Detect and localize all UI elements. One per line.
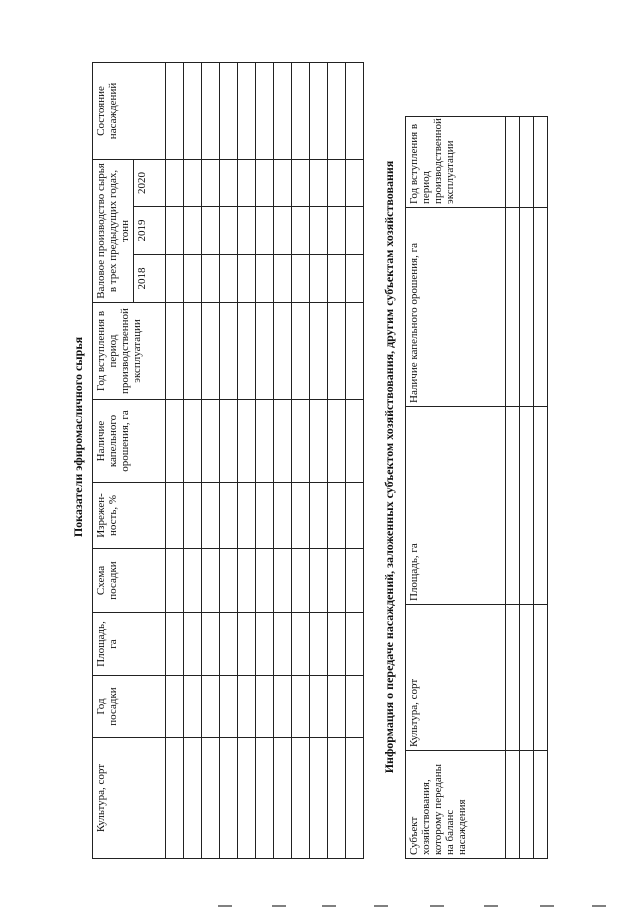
table1-row <box>274 62 292 858</box>
table1-cell <box>292 303 310 400</box>
table1-cell <box>256 483 274 549</box>
table1-cell <box>238 62 256 159</box>
table1-cell <box>328 549 346 613</box>
table1-row <box>256 62 274 858</box>
table1-cell <box>274 676 292 738</box>
table1-cell <box>274 613 292 676</box>
table1-cell <box>202 255 220 303</box>
table2-cell <box>520 208 534 407</box>
table2-cell <box>506 605 520 751</box>
table1-cell <box>346 549 364 613</box>
col-header-culture: Культура, сорт <box>93 738 166 859</box>
table1-cell <box>292 159 310 206</box>
table1-cell <box>202 483 220 549</box>
table1-cell <box>256 255 274 303</box>
table1-cell <box>274 207 292 255</box>
table1-cell <box>184 549 202 613</box>
table1-cell <box>310 738 328 859</box>
table1-essential-oil-raw-materials <box>92 62 364 859</box>
table1-cell <box>274 549 292 613</box>
table1-cell <box>292 738 310 859</box>
col-header-state: Состояние насаждений <box>93 62 166 159</box>
table1-cell <box>292 400 310 483</box>
table1-cell <box>184 62 202 159</box>
table1-cell <box>184 613 202 676</box>
table1-cell <box>346 62 364 159</box>
table1-cell <box>274 483 292 549</box>
table1-cell <box>274 738 292 859</box>
col-header-year-production: Год вступления в период производственной эксплуатации <box>93 303 166 400</box>
table1-cell <box>202 676 220 738</box>
table1-cell <box>346 483 364 549</box>
table1-cell <box>346 613 364 676</box>
table2-cell <box>520 751 534 859</box>
table1-cell <box>274 303 292 400</box>
table1-row <box>346 62 364 858</box>
table1-cell <box>166 207 184 255</box>
table1-cell <box>328 400 346 483</box>
table1-row <box>202 62 220 858</box>
table1-cell <box>220 255 238 303</box>
table1-cell <box>346 255 364 303</box>
table1-cell <box>292 255 310 303</box>
table1-row <box>238 62 256 858</box>
col-header-2019: 2019 <box>134 207 166 255</box>
table1-cell <box>310 613 328 676</box>
table2-cell <box>520 117 534 208</box>
table1-cell <box>328 207 346 255</box>
table1-cell <box>256 613 274 676</box>
table2-cell <box>506 117 520 208</box>
table1-cell <box>256 207 274 255</box>
table1-cell <box>310 207 328 255</box>
table2-body <box>506 117 548 859</box>
table1-cell <box>310 303 328 400</box>
table1-cell <box>220 549 238 613</box>
table1-cell <box>166 738 184 859</box>
table1-cell <box>184 483 202 549</box>
table2-cell <box>534 208 548 407</box>
col-header-drip-2: Наличие капельного орошения, га <box>406 208 506 407</box>
table1-cell <box>274 62 292 159</box>
table1-cell <box>166 303 184 400</box>
table2-row <box>506 117 520 859</box>
table1-cell <box>292 207 310 255</box>
table1-cell <box>202 62 220 159</box>
table2-cell <box>506 751 520 859</box>
table1-header-row <box>93 62 134 858</box>
table1-cell <box>166 255 184 303</box>
table1-cell <box>256 676 274 738</box>
table1-cell <box>202 549 220 613</box>
table1-cell <box>220 738 238 859</box>
table1-cell <box>256 62 274 159</box>
table1-row <box>292 62 310 858</box>
table2-cell <box>506 208 520 407</box>
table1-cell <box>238 676 256 738</box>
table1-cell <box>220 483 238 549</box>
table2-header-row <box>406 117 506 859</box>
table1-cell <box>202 207 220 255</box>
table2-title: Информация о передаче насаждений, заложенных субъектом хозяйствования, другим субъектам хозяйствования <box>382 160 396 774</box>
table1-cell <box>310 62 328 159</box>
table1-cell <box>292 549 310 613</box>
table1-cell <box>346 159 364 206</box>
table1-cell <box>238 483 256 549</box>
table1-cell <box>238 400 256 483</box>
table1-cell <box>220 613 238 676</box>
col-header-scheme: Схема посадки <box>93 549 166 613</box>
table1-cell <box>310 676 328 738</box>
table1-cell <box>166 483 184 549</box>
table2-cell <box>534 117 548 208</box>
table1-cell <box>256 159 274 206</box>
table1-cell <box>220 159 238 206</box>
table1-cell <box>328 159 346 206</box>
table1-cell <box>184 676 202 738</box>
table1-cell <box>256 400 274 483</box>
table1-cell <box>328 255 346 303</box>
table1-row <box>328 62 346 858</box>
col-header-area: Площадь, га <box>93 613 166 676</box>
table1-cell <box>328 738 346 859</box>
table2-cell <box>534 407 548 605</box>
col-header-area-2: Площадь, га <box>406 407 506 605</box>
table1-cell <box>238 159 256 206</box>
table1-cell <box>220 62 238 159</box>
col-header-2020: 2020 <box>134 159 166 206</box>
table1-cell <box>220 207 238 255</box>
table1-cell <box>310 483 328 549</box>
table1-cell <box>202 400 220 483</box>
table1-cell <box>346 303 364 400</box>
table1-cell <box>256 549 274 613</box>
table1-cell <box>184 159 202 206</box>
table2-cell <box>520 605 534 751</box>
table1-cell <box>328 303 346 400</box>
table1-cell <box>166 400 184 483</box>
table1-cell <box>274 400 292 483</box>
table1-cell <box>292 483 310 549</box>
table1-cell <box>238 207 256 255</box>
table1-cell <box>256 738 274 859</box>
table1-cell <box>220 400 238 483</box>
col-header-gross-output: Валовое производство сырья в трех предыдущих годах, тонн <box>93 159 134 302</box>
col-header-year-production-2: Год вступления в период производственной эксплуатации <box>406 117 506 208</box>
table2-plantings-transfer <box>405 116 548 859</box>
table1-cell <box>310 549 328 613</box>
table1-body <box>166 62 364 858</box>
table1-cell <box>292 62 310 159</box>
table1-cell <box>238 303 256 400</box>
table2-cell <box>520 407 534 605</box>
table1-cell <box>346 738 364 859</box>
table1-cell <box>166 676 184 738</box>
table1-row <box>310 62 328 858</box>
table1-cell <box>238 613 256 676</box>
table1-cell <box>292 613 310 676</box>
table1-cell <box>292 676 310 738</box>
table1-cell <box>202 303 220 400</box>
table1-cell <box>238 255 256 303</box>
table2-row <box>534 117 548 859</box>
table1-row <box>220 62 238 858</box>
table1-cell <box>166 159 184 206</box>
col-header-sparsity: Изрежен-ность, % <box>93 483 166 549</box>
table1-cell <box>220 676 238 738</box>
table2-row <box>520 117 534 859</box>
col-header-year-planted: Год посадки <box>93 676 166 738</box>
table1-cell <box>184 207 202 255</box>
table1-cell <box>184 255 202 303</box>
table1-cell <box>310 255 328 303</box>
col-header-drip: Наличие капельного орошения, га <box>93 400 166 483</box>
table1-cell <box>166 62 184 159</box>
table1-cell <box>184 738 202 859</box>
table1-cell <box>184 303 202 400</box>
table1-cell <box>238 738 256 859</box>
table1-cell <box>328 483 346 549</box>
col-header-2018: 2018 <box>134 255 166 303</box>
table1-row <box>184 62 202 858</box>
table1-cell <box>274 255 292 303</box>
table1-cell <box>256 303 274 400</box>
table1-cell <box>274 159 292 206</box>
table1-cell <box>328 613 346 676</box>
col-header-culture-2: Культура, сорт <box>406 605 506 751</box>
table1-cell <box>328 676 346 738</box>
table1-cell <box>184 400 202 483</box>
table1-cell <box>346 207 364 255</box>
table1-cell <box>166 613 184 676</box>
table1-cell <box>346 676 364 738</box>
table1-cell <box>202 613 220 676</box>
table2-cell <box>534 751 548 859</box>
col-header-subject: Субъект хозяйствования, которому переданы на баланс насаждения <box>406 751 506 859</box>
table1-cell <box>238 549 256 613</box>
table2-cell <box>506 407 520 605</box>
table1-cell <box>310 159 328 206</box>
table1-cell <box>220 303 238 400</box>
table1-cell <box>328 62 346 159</box>
table1-cell <box>346 400 364 483</box>
table1-title: Показатели эфиромасличного сырья <box>71 336 85 538</box>
table1-cell <box>310 400 328 483</box>
table2-cell <box>534 605 548 751</box>
table1-cell <box>166 549 184 613</box>
table1-row <box>166 62 184 858</box>
table1-cell <box>202 159 220 206</box>
table1-cell <box>202 738 220 859</box>
